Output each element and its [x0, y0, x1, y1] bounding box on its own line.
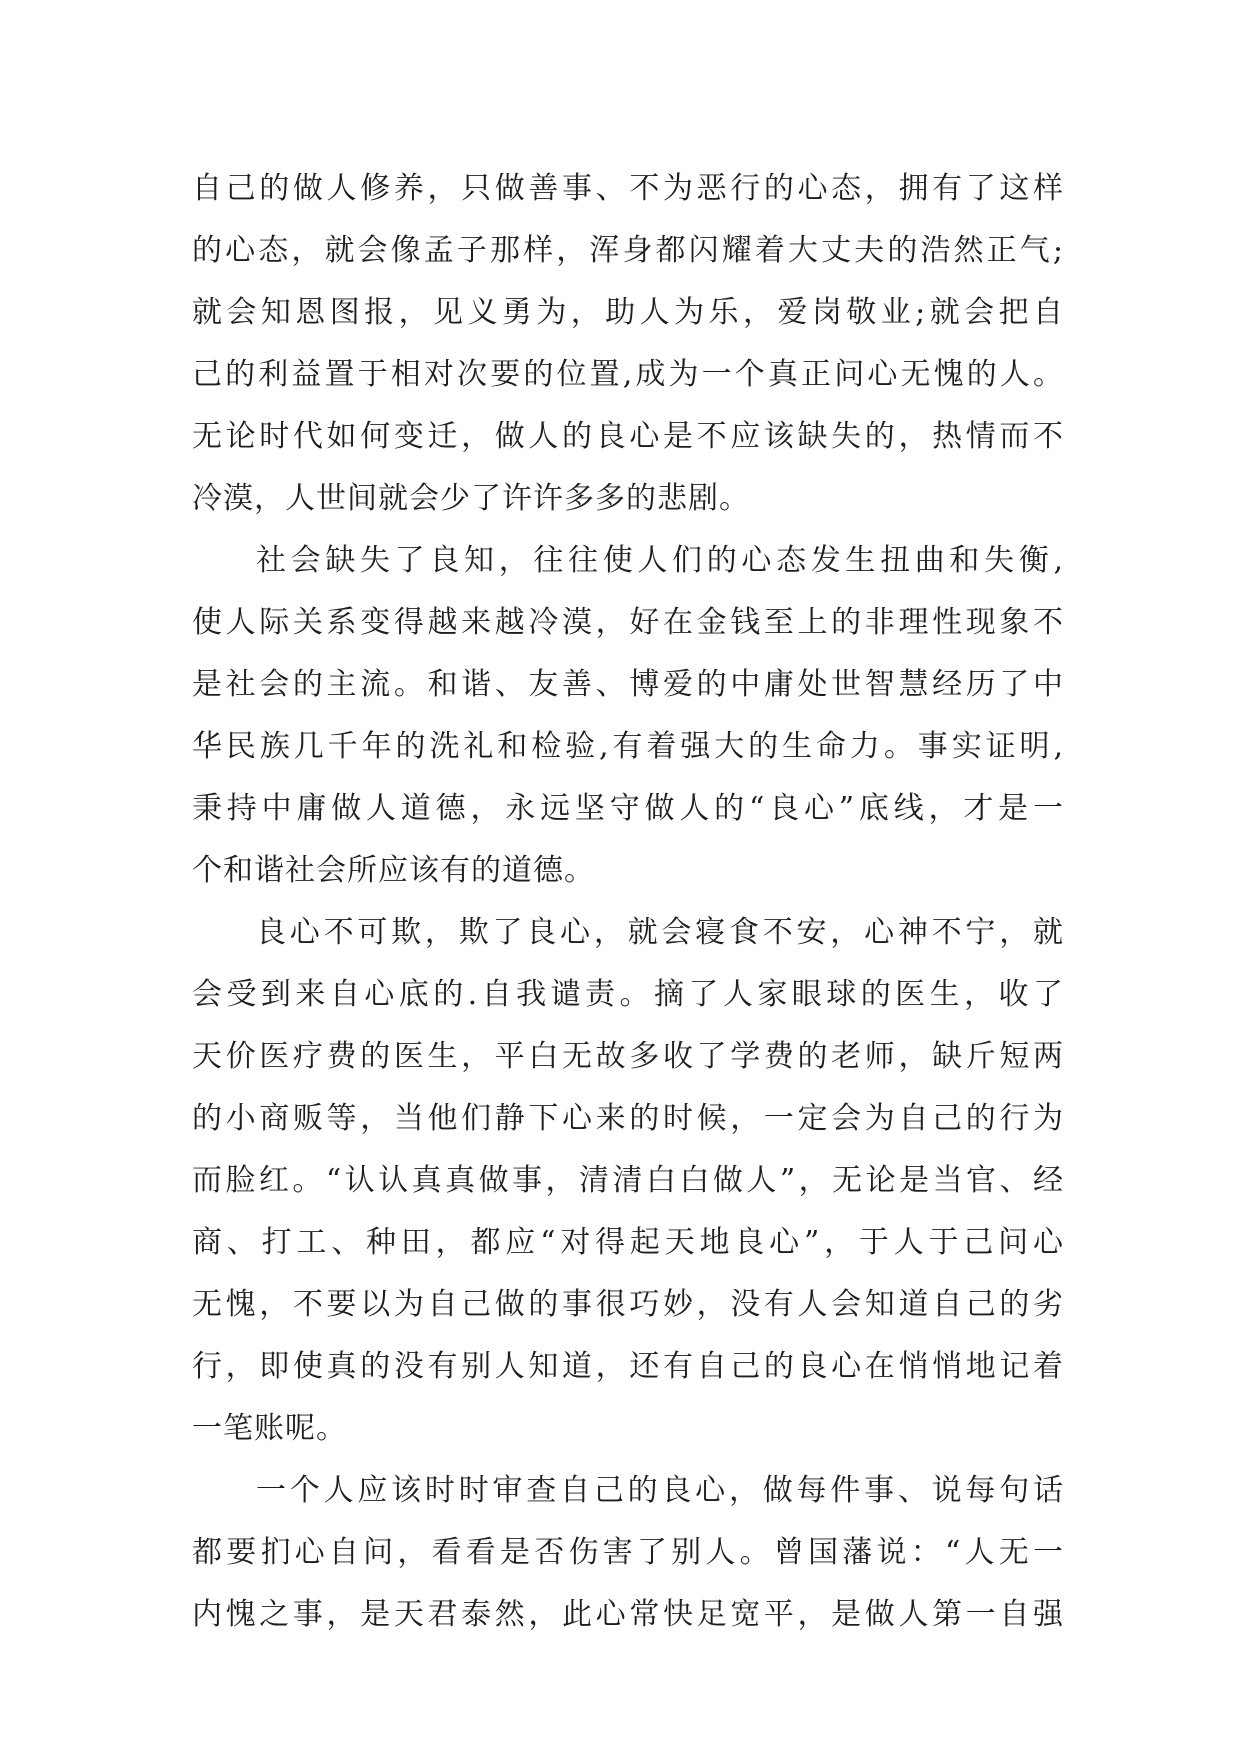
text-line: 一个人应该时时审查自己的良心，做每件事、说每句话 — [256, 1473, 1064, 1508]
text-line: 的小商贩等，当他们静下心来的时候，一定会为自己的行为 — [192, 1101, 1064, 1136]
text-line: 一笔账呢。 — [192, 1411, 347, 1446]
paragraph-3 — [192, 902, 1064, 1460]
text-line: 己的利益置于相对次要的位置,成为一个真正问心无愧的人。 — [192, 357, 1064, 392]
text-line: 个和谐社会所应该有的道德。 — [192, 853, 595, 888]
text-line: 冷漠，人世间就会少了许许多多的悲剧。 — [192, 481, 750, 516]
text-line: 内愧之事，是天君泰然，此心常快足宽平，是做人第一自强 — [192, 1597, 1064, 1632]
paragraph-1 — [192, 158, 1064, 530]
text-line: 使人际关系变得越来越冷漠，好在金钱至上的非理性现象不 — [192, 605, 1064, 640]
text-line: 自己的做人修养，只做善事、不为恶行的心态，拥有了这样 — [192, 171, 1064, 206]
text-line: 良心不可欺，欺了良心，就会寝食不安，心神不宁，就 — [256, 915, 1064, 950]
text-line: 的心态，就会像孟子那样，浑身都闪耀着大丈夫的浩然正气; — [192, 233, 1064, 268]
text-line: 秉持中庸做人道德，永远坚守做人的“良心”底线，才是一 — [192, 791, 1064, 826]
text-line: 就会知恩图报，见义勇为，助人为乐，爱岗敬业;就会把自 — [192, 295, 1064, 330]
paragraph-2 — [192, 530, 1064, 902]
text-line: 商、打工、种田，都应“对得起天地良心”，于人于己问心 — [192, 1225, 1064, 1260]
text-line: 无论时代如何变迁，做人的良心是不应该缺失的，热情而不 — [192, 419, 1064, 454]
text-line: 行，即使真的没有别人知道，还有自己的良心在悄悄地记着 — [192, 1349, 1064, 1384]
text-line: 天价医疗费的医生，平白无故多收了学费的老师，缺斤短两 — [192, 1039, 1064, 1074]
text-line: 是社会的主流。和谐、友善、博爱的中庸处世智慧经历了中 — [192, 667, 1064, 702]
text-line: 华民族几千年的洗礼和检验,有着强大的生命力。事实证明, — [192, 729, 1064, 764]
document-body — [192, 158, 1064, 1646]
text-line: 而脸红。“认认真真做事，清清白白做人”，无论是当官、经 — [192, 1163, 1064, 1198]
text-line: 会受到来自心底的.自我谴责。摘了人家眼球的医生，收了 — [192, 977, 1064, 1012]
text-line: 无愧，不要以为自己做的事很巧妙，没有人会知道自己的劣 — [192, 1287, 1064, 1322]
text-line: 都要扪心自问，看看是否伤害了别人。曾国藩说：“人无一 — [192, 1535, 1064, 1570]
paragraph-4 — [192, 1460, 1064, 1646]
text-line: 社会缺失了良知，往往使人们的心态发生扭曲和失衡, — [256, 543, 1064, 578]
